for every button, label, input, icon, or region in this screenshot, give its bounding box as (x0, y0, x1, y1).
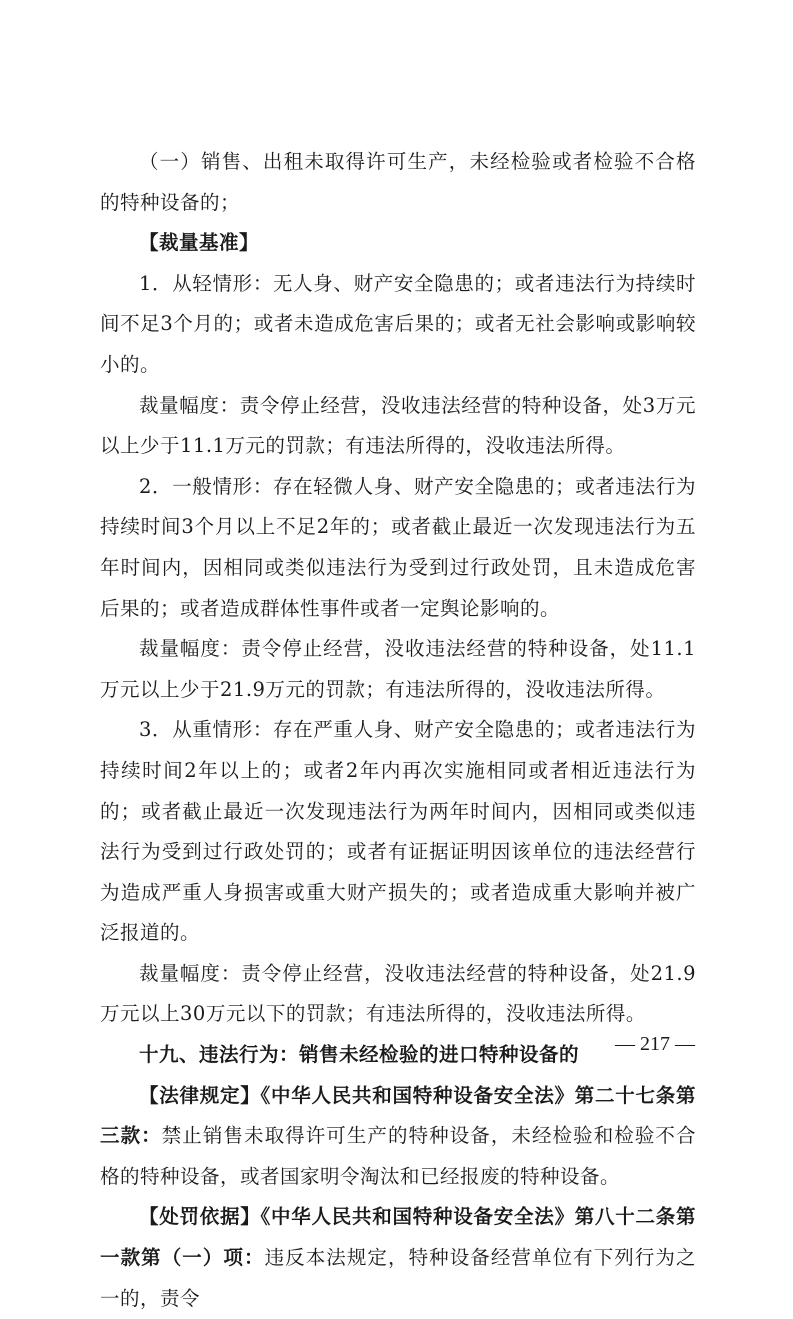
paragraph (100, 1197, 696, 1319)
paragraph (100, 629, 696, 710)
text-run: 裁量幅度：责令停止经营，没收违法经营的特种设备，处3万元以上少于11.1万元的罚款；有违法所得的，没收违法所得。 (100, 393, 696, 458)
text-run: 【裁量基准】 (139, 231, 260, 255)
paragraph (100, 386, 696, 467)
section-heading-discretion-standard (100, 223, 696, 264)
paragraph (100, 954, 696, 1035)
document-body (100, 142, 696, 1319)
text-run: 违反本法规定，特种设备经营单位有下列行为之一的，责令 (100, 1246, 696, 1310)
text-run-bold: 【处罚依据】《中华人民共和国特种设备安全法》第八十二条第一款第（一）项： (100, 1205, 696, 1270)
text-run: 十九、违法行为：销售未经检验的进口特种设备的 (139, 1043, 580, 1067)
paragraph (100, 142, 696, 223)
text-run: 2．一般情形：存在轻微人身、财产安全隐患的；或者违法行为持续时间3个月以上不足2年的；或者截止最近一次发现违法行为五年时间内，因相同或类似违法行为受到过行政处罚，且未造成危害后果的；或者造成群体性事件或者一定舆论影响的。 (100, 474, 696, 620)
text-run-bold: 【法律规定】《中华人民共和国特种设备安全法》第二十七条第三款： (100, 1083, 696, 1148)
text-run: （一）销售、出租未取得许可生产，未经检验或者检验不合格的特种设备的； (100, 150, 696, 214)
section-heading-violation (100, 1035, 696, 1076)
paragraph (100, 1076, 696, 1198)
text-run: 禁止销售未取得许可生产的特种设备，未经检验和检验不合格的特种设备，或者国家明令淘汰和已经报废的特种设备。 (100, 1124, 696, 1188)
paragraph (100, 467, 696, 629)
paragraph (100, 264, 696, 386)
page-number: — 217 — (615, 1033, 695, 1055)
paragraph (100, 710, 696, 954)
text-run: 裁量幅度：责令停止经营，没收违法经营的特种设备，处21.9万元以上30万元以下的罚款；有违法所得的，没收违法所得。 (100, 961, 696, 1026)
text-run: 裁量幅度：责令停止经营，没收违法经营的特种设备，处11.1万元以上少于21.9万元的罚款；有违法所得的，没收违法所得。 (100, 637, 696, 701)
text-run: 1．从轻情形：无人身、财产安全隐患的；或者违法行为持续时间不足3个月的；或者未造成危害后果的；或者无社会影响或影响较小的。 (100, 271, 696, 376)
text-run: 3．从重情形：存在严重人身、财产安全隐患的；或者违法行为持续时间2年以上的；或者2年内再次实施相同或者相近违法行为的；或者截止最近一次发现违法行为两年时间内，因相同或类似违法行为受到过行政处罚的；或者有证据证明因该单位的违法经营行为造成严重人身损害或重大财产损失的；或者造成重大影响并被广泛报道的。 (100, 718, 696, 945)
